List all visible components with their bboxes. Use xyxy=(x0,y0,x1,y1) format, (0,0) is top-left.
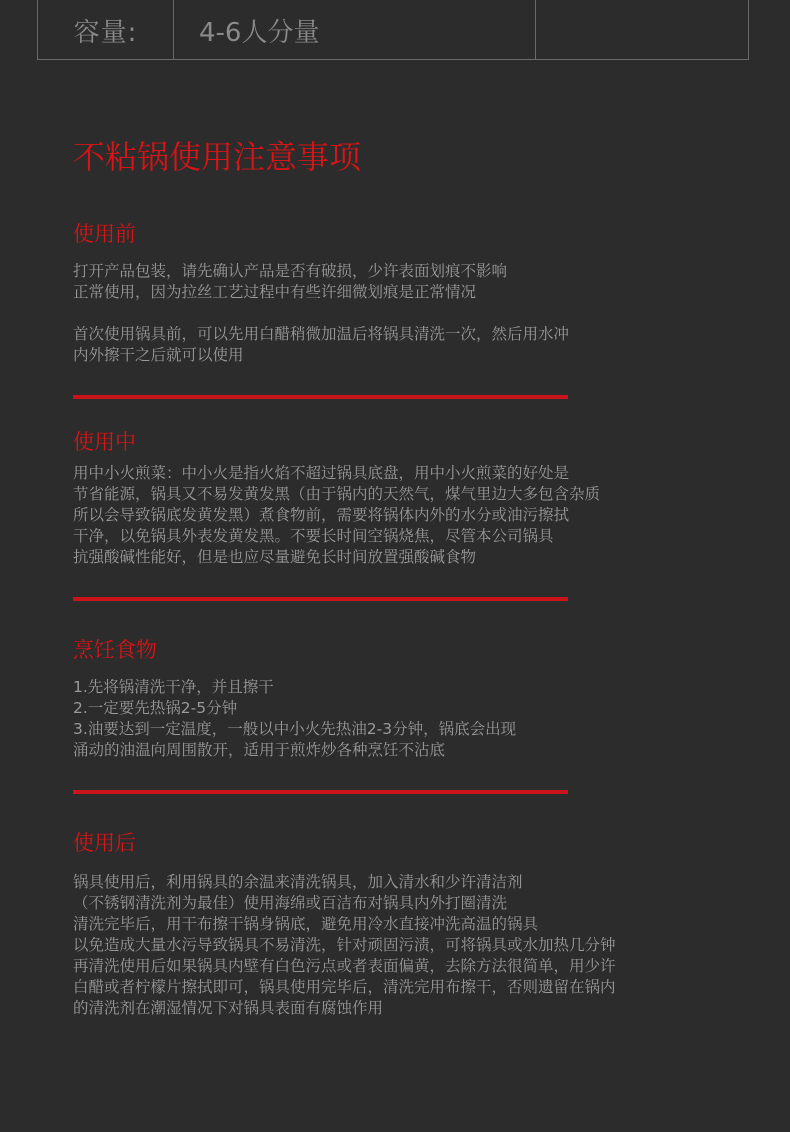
section-paragraph xyxy=(73,261,713,303)
capacity-label: 容量: xyxy=(38,0,174,60)
text-line: 3.油要达到一定温度，一般以中小火先热油2-3分钟，锅底会出现 xyxy=(73,720,517,738)
text-line: 白醋或者柠檬片擦拭即可，锅具使用完毕后，清洗完用布擦干，否则遗留在锅内 xyxy=(73,978,616,996)
text-line: 用中小火煎菜：中小火是指火焰不超过锅具底盘，用中小火煎菜的好处是 xyxy=(73,464,570,482)
text-line: 清洗完毕后，用干布擦干锅身锅底，避免用冷水直接冲洗高温的锅具 xyxy=(73,915,539,933)
capacity-value: 4-6人分量 xyxy=(174,0,536,60)
text-line: 涌动的油温向周围散开，适用于煎炸炒各种烹饪不沾底 xyxy=(73,741,446,759)
text-line: 1.先将锅清洗干净，并且擦干 xyxy=(73,678,274,696)
section-divider xyxy=(73,790,568,794)
empty-cell xyxy=(536,0,748,60)
section-paragraph xyxy=(73,872,713,1019)
text-line: 内外擦干之后就可以使用 xyxy=(73,346,244,364)
page-title: 不粘锅使用注意事项 xyxy=(73,138,362,176)
text-line: 所以会导致锅底发黄发黑）煮食物前，需要将锅体内外的水分或油污擦拭 xyxy=(73,506,570,524)
section-heading-before-use: 使用前 xyxy=(73,222,136,246)
section-heading-cooking: 烹饪食物 xyxy=(73,638,157,662)
text-line: 2.一定要先热锅2-5分钟 xyxy=(73,699,238,717)
text-line: 再清洗使用后如果锅具内壁有白色污点或者表面偏黄，去除方法很简单，用少许 xyxy=(73,957,616,975)
text-line: 干净，以免锅具外表发黄发黑。不要长时间空锅烧焦，尽管本公司锅具 xyxy=(73,527,554,545)
section-heading-after-use: 使用后 xyxy=(73,831,136,855)
section-divider xyxy=(73,597,568,601)
text-line: 锅具使用后，利用锅具的余温来清洗锅具，加入清水和少许清洁剂 xyxy=(73,873,523,891)
text-line: 节省能源，锅具又不易发黄发黑（由于锅内的天然气，煤气里边大多包含杂质 xyxy=(73,485,601,503)
text-line: （不锈钢清洗剂为最佳）使用海绵或百洁布对锅具内外打圈清洗 xyxy=(73,894,508,912)
section-divider xyxy=(73,395,568,399)
text-line: 抗强酸碱性能好，但是也应尽量避免长时间放置强酸碱食物 xyxy=(73,548,477,566)
text-line: 首次使用锅具前，可以先用白醋稍微加温后将锅具清洗一次，然后用水冲 xyxy=(73,325,570,343)
section-paragraph xyxy=(73,463,713,568)
section-paragraph xyxy=(73,324,713,366)
text-line: 打开产品包装，请先确认产品是否有破损，少许表面划痕不影响 xyxy=(73,262,508,280)
section-heading-during-use: 使用中 xyxy=(73,430,136,454)
text-line: 的清洗剂在潮湿情况下对锅具表面有腐蚀作用 xyxy=(73,999,384,1017)
text-line: 正常使用，因为拉丝工艺过程中有些许细微划痕是正常情况 xyxy=(73,283,477,301)
capacity-spec-table xyxy=(37,0,749,60)
section-paragraph xyxy=(73,677,713,761)
text-line: 以免造成大量水污导致锅具不易清洗，针对顽固污渍，可将锅具或水加热几分钟 xyxy=(73,936,616,954)
